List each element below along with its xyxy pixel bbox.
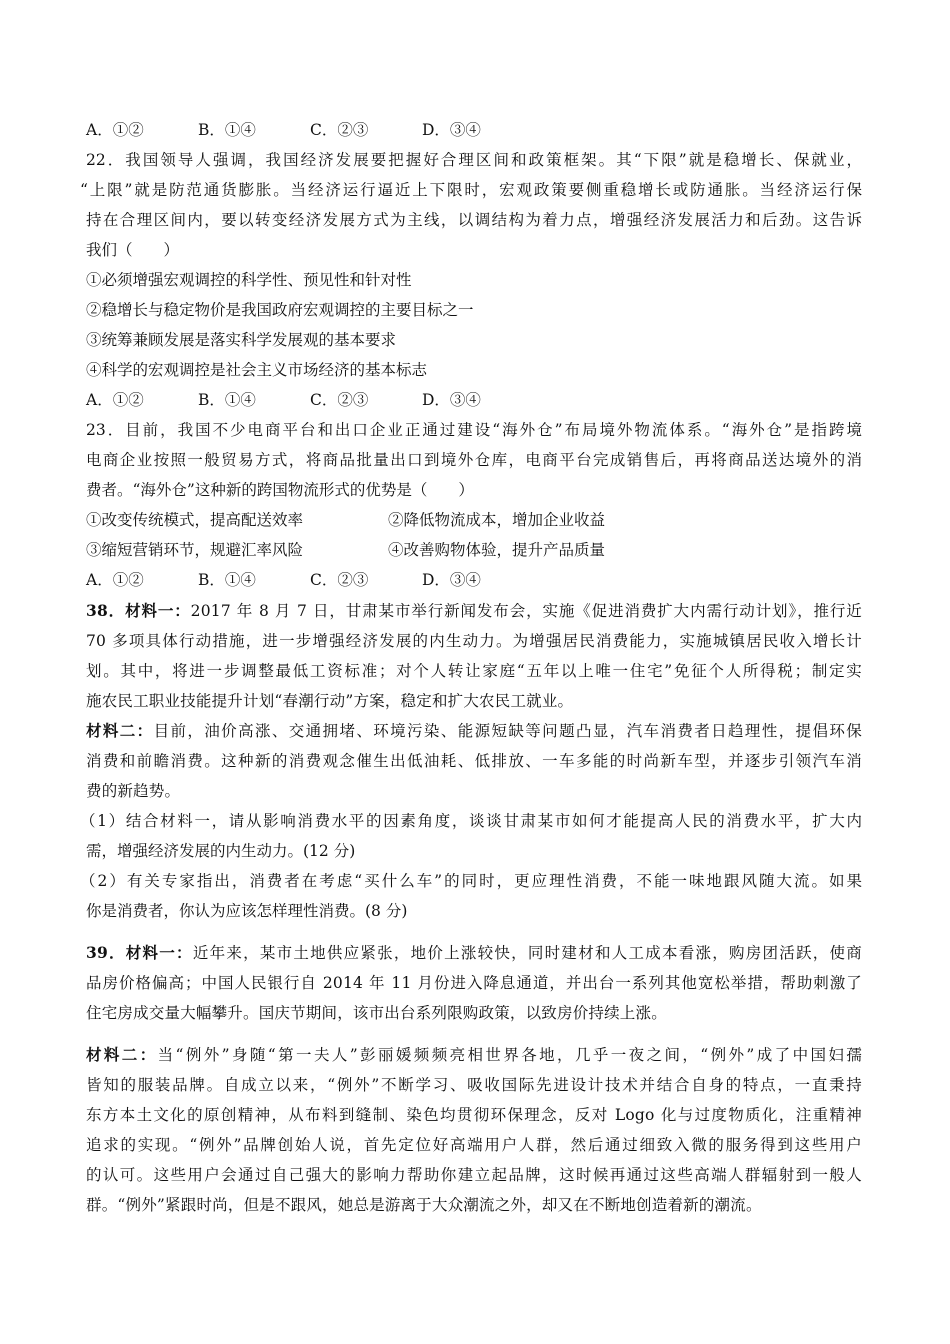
option-c: C．②③ <box>310 391 369 409</box>
option-b: B．①④ <box>198 121 256 139</box>
q23-item-2: ②降低物流成本，增加企业收益 <box>388 511 606 529</box>
q38-material-1-line-4: 施农民工职业技能提升计划“春潮行动”方案，稳定和扩大农民工就业。 <box>86 692 574 710</box>
q38-material-2-line-3: 费的新趋势。 <box>86 782 181 800</box>
q22-options <box>86 390 522 410</box>
q38-material-2-line-2: 消费和前瞻消费。这种新的消费观念催生出低油耗、低排放、一车多能的时尚新车型，并逐步引领汽车消 <box>86 752 862 770</box>
q39-material-2-line-4: 追求的实现。“例外”品牌创始人说，首先定位好高端用户人群，然后通过细致入微的服务得到这些用户 <box>86 1136 862 1154</box>
q39-material-1-line-2: 品房价格偏高；中国人民银行自 2014 年 11 月份进入降息通道，并出台一系列其他宽松举措，帮助刺激了 <box>86 974 862 992</box>
q23-stem-line-1: 23．目前，我国不少电商平台和出口企业正通过建设“海外仓”布局境外物流体系。“海外仓”是指跨境 <box>86 421 862 439</box>
option-c: C．②③ <box>310 571 369 589</box>
q38-sub-2-line-2: 你是消费者，你认为应该怎样理性消费。(8 分) <box>86 902 408 920</box>
q23-options <box>86 570 522 590</box>
q23-stem-line-2: 电商企业按照一般贸易方式，将商品批量出口到境外仓库，电商平台完成销售后，再将商品送达境外的消 <box>86 451 862 469</box>
option-a: A．①② <box>86 571 144 589</box>
q38-material-1-line-2: 70 多项具体行动措施，进一步增强经济发展的内生动力。为增强居民消费能力，实施城镇居民收入增长计 <box>86 632 862 650</box>
q22-stem-line-3: 持在合理区间内，要以转变经济发展方式为主线，以调结构为着力点，增强经济发展活力和后劲。这告诉 <box>86 211 862 229</box>
q38-sub-1-line-1: （1）结合材料一，请从影响消费水平的因素角度，谈谈甘肃某市如何才能提高人民的消费水平，扩大内 <box>80 812 862 830</box>
q38-material-1-label: 38．材料一： <box>86 601 191 620</box>
q22-stem-line-2: “上限”就是防范通货膨胀。当经济运行逼近上下限时，宏观政策要侧重稳增长或防通胀。当经济运行保 <box>80 181 862 199</box>
q38-material-2-label: 材料二： <box>86 721 154 740</box>
q23-items-row-1 <box>86 510 605 530</box>
q39-material-2-line-5: 的认可。这些用户会通过自己强大的影响力帮助你建立起品牌，这时候再通过这些高端人群辐射到一般人 <box>86 1166 862 1184</box>
q38-sub-2-line-1: （2）有关专家指出，消费者在考虑“买什么车”的同时，更应理性消费，不能一味地跟风随大流。如果 <box>80 872 862 890</box>
q39-material-2-line-1: 材料二：当“例外”身随“第一夫人”彭丽媛频频亮相世界各地，几乎一夜之间，“例外”成了中国妇孺 <box>86 1045 862 1064</box>
q38-sub-1-line-2: 需，增强经济发展的内生动力。(12 分) <box>86 842 356 860</box>
q38-material-1-line-3: 划。其中，将进一步调整最低工资标准；对个人转让家庭“五年以上唯一住宅”免征个人所得税；制定实 <box>86 662 862 680</box>
option-a: A．①② <box>86 121 144 139</box>
q22-item-3: ③统筹兼顾发展是落实科学发展观的基本要求 <box>86 331 397 349</box>
q39-material-1-line-3: 住宅房成交量大幅攀升。国庆节期间，该市出台系列限购政策，以致房价持续上涨。 <box>86 1004 667 1022</box>
option-d: D．③④ <box>422 391 481 409</box>
q23-item-3: ③缩短营销环节，规避汇率风险 <box>86 541 304 559</box>
q23-item-4: ④改善购物体验，提升产品质量 <box>388 541 606 559</box>
q39-material-1-label: 39．材料一： <box>86 943 193 962</box>
option-a: A．①② <box>86 391 144 409</box>
q38-material-2-line-1: 材料二：目前，油价高涨、交通拥堵、环境污染、能源短缺等问题凸显，汽车消费者日趋理性，提倡环保 <box>86 721 862 740</box>
q38-material-1-line-1: 38．材料一：2017 年 8 月 7 日，甘肃某市举行新闻发布会，实施《促进消费扩大内需行动计划》，推行近 <box>86 601 862 620</box>
q22-stem-line-4: 我们（ ） <box>86 241 180 259</box>
q39-material-2-line-6: 群。“例外”紧跟时尚，但是不跟风，她总是游离于大众潮流之外，却又在不断地创造着新的潮流。 <box>86 1196 762 1214</box>
q22-item-2: ②稳增长与稳定物价是我国政府宏观调控的主要目标之一 <box>86 301 474 319</box>
option-d: D．③④ <box>422 571 481 589</box>
q39-material-2-line-2: 皆知的服装品牌。自成立以来，“例外”不断学习、吸收国际先进设计技术并结合自身的特点，一直秉持 <box>86 1076 862 1094</box>
option-c: C．②③ <box>310 121 369 139</box>
q22-item-4: ④科学的宏观调控是社会主义市场经济的基本标志 <box>86 361 428 379</box>
q21-options <box>86 120 522 140</box>
option-b: B．①④ <box>198 571 256 589</box>
q23-stem-line-3: 费者。“海外仓”这种新的跨国物流形式的优势是（ ） <box>86 481 474 499</box>
q23-items-row-2 <box>86 540 605 560</box>
q22-stem-line-1: 22．我国领导人强调，我国经济发展要把握好合理区间和政策框架。其“下限”就是稳增长、保就业， <box>86 151 862 169</box>
q39-material-1-line-1: 39．材料一：近年来，某市土地供应紧张，地价上涨较快，同时建材和人工成本看涨，购房团活跃，使商 <box>86 943 862 962</box>
option-d: D．③④ <box>422 121 481 139</box>
q39-material-2-label: 材料二： <box>86 1045 158 1064</box>
option-b: B．①④ <box>198 391 256 409</box>
q22-item-1: ①必须增强宏观调控的科学性、预见性和针对性 <box>86 271 412 289</box>
q23-item-1: ①改变传统模式，提高配送效率 <box>86 511 304 529</box>
q39-material-2-line-3: 东方本土文化的原创精神，从布料到缝制、染色均贯彻环保理念，反对 Logo 化与过度物质化，注重精神 <box>86 1106 862 1124</box>
